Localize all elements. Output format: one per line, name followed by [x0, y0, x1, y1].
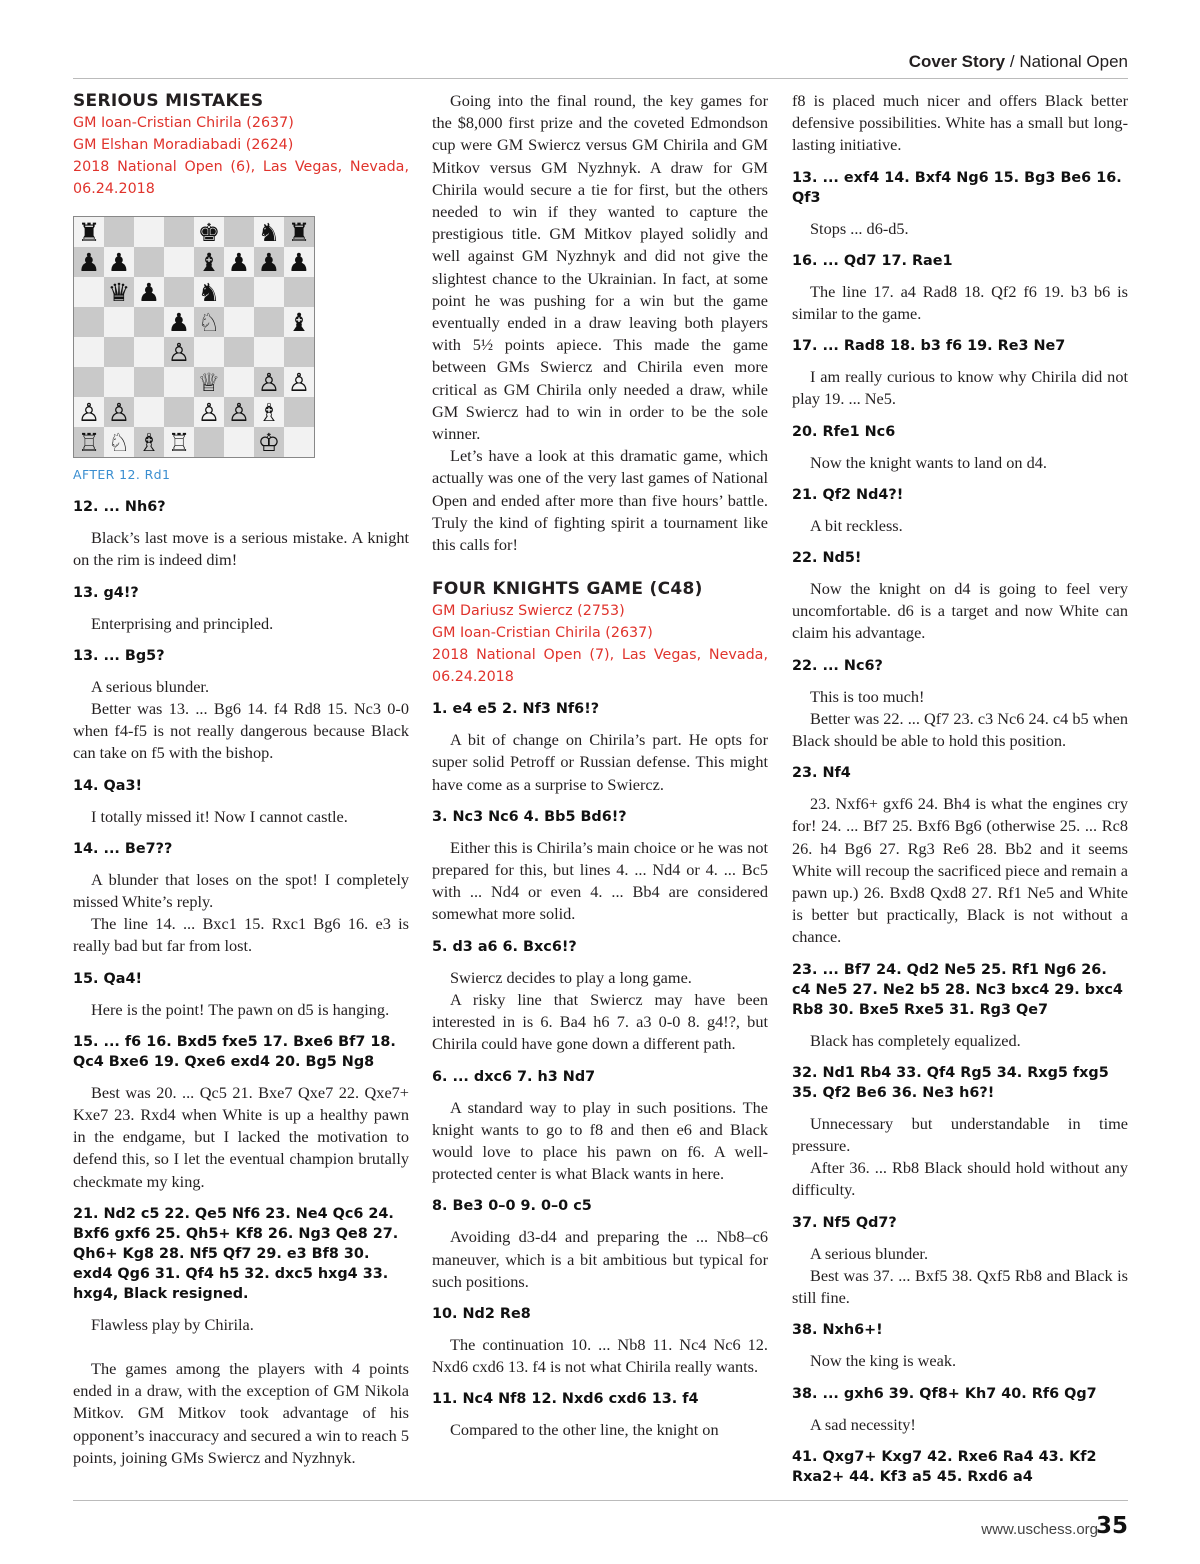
commentary-paragraph: A bit reckless. [810, 515, 903, 535]
diagram-caption: AFTER 12. Rd1 [73, 467, 171, 482]
board-square: ♙ [194, 397, 224, 427]
move-line: 23. ... Bf7 24. Qd2 Ne5 25. Rf1 Ng6 26. c4 Ne5 27. Ne2 b5 28. Nc3 bxc4 29. bxc4 Rb8 30. Bxe5 Rxe5 31. Rg3 Qe7 [792, 961, 1123, 1018]
move-line: 5. d3 a6 6. Bxc6!? [432, 938, 577, 955]
commentary-paragraph: The line 17. a4 Rad8 18. Qf2 f6 19. b3 b6 is similar to the game. [792, 281, 1128, 324]
board-square: ♞ [254, 217, 284, 247]
board-square: ♙ [224, 397, 254, 427]
header-section: Cover Story [908, 52, 1006, 71]
header-sub: National Open [1019, 52, 1128, 71]
commentary-paragraph: A serious blunder. [810, 1243, 929, 1263]
spacer [432, 556, 768, 578]
commentary-paragraph: Best was 37. ... Bxf5 38. Qxf5 Rb8 and Black is still fine. [792, 1265, 1128, 1308]
move-line: 6. ... dxc6 7. h3 Nd7 [432, 1068, 596, 1085]
commentary-paragraph: A bit of change on Chirila’s part. He opts for super solid Petroff or Russian defense. This might have come as a surprise to Swiercz. [432, 730, 768, 794]
board-square [164, 397, 194, 427]
commentary-paragraph: Let’s have a look at this dramatic game, which actually was one of the very last games of National Open and ended after more than five hours’ battle. Truly the kind of fighting spirit a tournament like this calls for! [432, 446, 768, 555]
commentary-paragraph: Now the knight on d4 is going to feel very uncomfortable. d6 is a target and now White can claim his advantage. [792, 579, 1128, 643]
move-line: 3. Nc3 Nc6 4. Bb5 Bd6!? [432, 808, 627, 825]
move-line: 14. ... Be7?? [73, 840, 173, 857]
board-square: ♕ [194, 367, 224, 397]
move-line: 23. Nf4 [792, 765, 851, 782]
board-square [74, 367, 104, 397]
commentary-paragraph: I totally missed it! Now I cannot castle. [91, 806, 348, 826]
board-square [224, 337, 254, 367]
move-line: 8. Be3 0–0 9. 0–0 c5 [432, 1198, 592, 1215]
board-square [164, 247, 194, 277]
commentary-paragraph: Either this is Chirila’s main choice or he was not prepared for this, but lines 4. ... Nd4 or 4. ... Bc5 with ... Nd4 or even 4. ... Bb4 are considered somewhat more solid. [432, 837, 768, 924]
board-square [104, 337, 134, 367]
commentary-paragraph: Black’s last move is a serious mistake. A knight on the rim is indeed dim! [73, 528, 409, 570]
move-line: 13. ... exf4 14. Bxf4 Ng6 15. Bg3 Be6 16. Qf3 [792, 169, 1122, 206]
board-square: ♟ [164, 307, 194, 337]
article-block [432, 90, 768, 578]
commentary-paragraph: Going into the final round, the key games for the $8,000 first prize and the coveted Edmondson cup were GM Swiercz versus GM Chirila and GM Mitkov versus GM Nyzhnyk. A draw for GM Chirila would secure a tie for first, but the others needed to win if they wanted to capture the prestigious title. GM Mitkov played solidly and well against GM Nyzhnyk and did not give the slightest chance to the Ukrainian. In fact, at some point he was pushing for a win but the game eventually ended in a draw leaving both players with 5½ points apiece. This made the game between GMs Swiercz and Chirila even more critical as GM Chirila only needed a draw, while GM Swiercz had to win in order to be the sole winner. [432, 91, 768, 444]
commentary-paragraph: Compared to the other line, the knight on [450, 1420, 719, 1440]
board-square [74, 337, 104, 367]
board-square [284, 277, 314, 307]
spacer [73, 1336, 409, 1358]
website-url: www.uschess.org [981, 1521, 1098, 1538]
board-square [134, 247, 164, 277]
board-square: ♝ [284, 307, 314, 337]
board-square [104, 307, 134, 337]
board-square [134, 397, 164, 427]
commentary-paragraph: Avoiding d3-d4 and preparing the ... Nb8–c6 maneuver, which is a bit ambitious but typical for such positions. [432, 1227, 768, 1291]
commentary-paragraph: Here is the point! The pawn on d5 is hanging. [91, 999, 390, 1019]
board-square [164, 277, 194, 307]
board-square: ♜ [74, 217, 104, 247]
move-line: 21. Nd2 c5 22. Qe5 Nf6 23. Ne4 Qc6 24. Bxf6 gxf6 25. Qh5+ Kf8 26. Ng3 Qe8 27. Qh6+ Kg8 28. Nf5 Qf7 29. e3 Bf8 30. exd4 Qg6 31. Qf4 h5 32. dxc5 hxg4 33. hxg4, Black resigned. [73, 1205, 399, 1302]
board-square [164, 367, 194, 397]
board-square [284, 337, 314, 367]
annotation-block [432, 699, 768, 1441]
commentary-paragraph: Enterprising and principled. [91, 613, 274, 633]
commentary-paragraph: The line 14. ... Bxc1 15. Rxc1 Bg6 16. e3 is really bad but far from lost. [73, 914, 409, 956]
commentary-paragraph: f8 is placed much nicer and offers Black better defensive possibilities. White has a small but long-lasting initiative. [792, 91, 1128, 155]
board-square [104, 217, 134, 247]
board-square: ♗ [134, 427, 164, 457]
board-square: ♟ [134, 277, 164, 307]
board-square [254, 307, 284, 337]
game-title: FOUR KNIGHTS GAME (C48) [432, 579, 703, 600]
board-square [254, 277, 284, 307]
move-line: 21. Qf2 Nd4?! [792, 486, 904, 503]
board-square: ♟ [224, 247, 254, 277]
board-square [74, 307, 104, 337]
commentary-paragraph: A sad necessity! [810, 1414, 916, 1434]
column-3 [792, 90, 1128, 1497]
commentary-paragraph: After 36. ... Rb8 Black should hold without any difficulty. [792, 1158, 1128, 1200]
board-square: ♟ [254, 247, 284, 277]
commentary-paragraph: A standard way to play in such positions. The knight wants to go to f8 and then e6 and Black would love to place his pawn on f6. A well-protected center is what Black wants in here. [432, 1097, 768, 1184]
move-line: 22. ... Nc6? [792, 657, 883, 674]
header-sep: / [1005, 52, 1020, 71]
board-square: ♞ [194, 277, 224, 307]
board-square: ♘ [194, 307, 224, 337]
board-square: ♖ [164, 427, 194, 457]
commentary-paragraph: A risky line that Swiercz may have been interested in is 6. Ba4 h6 7. a3 0-0 8. g4!?, but Chirila could have gone down a different path. [432, 989, 768, 1054]
board-square: ♟ [104, 247, 134, 277]
move-line: 14. Qa3! [73, 777, 143, 794]
move-line: 16. ... Qd7 17. Rae1 [792, 252, 953, 269]
board-square: ♔ [254, 427, 284, 457]
commentary-paragraph: Now the knight wants to land on d4. [810, 452, 1047, 472]
commentary-paragraph: Flawless play by Chirila. [91, 1314, 254, 1334]
event-info: 2018 National Open (6), Las Vegas, Nevada, 06.24.2018 [73, 159, 409, 197]
move-line: 13. ... Bg5? [73, 647, 165, 664]
move-line: 37. Nf5 Qd7? [792, 1214, 897, 1231]
commentary-paragraph: Unnecessary but understandable in time pressure. [792, 1113, 1128, 1156]
commentary-paragraph: Better was 22. ... Qf7 23. c3 Nc6 24. c4 b5 when Black should be able to hold this position. [792, 708, 1128, 751]
board-square: ♙ [164, 337, 194, 367]
board-square [104, 367, 134, 397]
move-line: 15. Qa4! [73, 970, 143, 987]
move-line: 17. ... Rad8 18. b3 f6 19. Re3 Ne7 [792, 338, 1066, 355]
commentary-paragraph: Black has completely equalized. [810, 1030, 1021, 1050]
commentary-paragraph: Best was 20. ... Qc5 21. Bxe7 Qxe7 22. Qxe7+ Kxe7 23. Rxd4 when White is up a healthy pawn in the endgame, but I lacked the motivation to defend this, so I let the eventual champion brutally checkmate my king. [73, 1082, 409, 1191]
board-square [164, 217, 194, 247]
move-line: 32. Nd1 Rb4 33. Qf4 Rg5 34. Rxg5 fxg5 35. Qf2 Be6 36. Ne3 h6?! [792, 1064, 1109, 1101]
board-square [134, 217, 164, 247]
board-square [134, 307, 164, 337]
game-title: SERIOUS MISTAKES [73, 91, 264, 111]
commentary-paragraph: I am really curious to know why Chirila did not play 19. ... Ne5. [792, 367, 1128, 409]
commentary-paragraph: Stops ... d6-d5. [810, 218, 909, 238]
board-square: ♙ [74, 397, 104, 427]
white-player: GM Ioan-Cristian Chirila (2637) [73, 115, 294, 131]
commentary-paragraph: Better was 13. ... Bg6 14. f4 Rd8 15. Nc3 0-0 when f4-f5 is not really dangerous because Black can take on f5 with the bishop. [73, 699, 409, 763]
footer-rule [73, 1500, 1128, 1501]
annotation-block [792, 90, 1128, 1487]
move-line: 41. Qxg7+ Kxg7 42. Rxe6 Ra4 43. Kf2 Rxa2+ 44. Kf3 a5 45. Rxd6 a4 [792, 1448, 1097, 1485]
board-square [194, 427, 224, 457]
commentary-paragraph: This is too much! [810, 686, 925, 706]
board-square: ♝ [194, 247, 224, 277]
black-player: GM Ioan-Cristian Chirila (2637) [432, 625, 653, 642]
column-1 [73, 90, 409, 1469]
board-square: ♘ [104, 427, 134, 457]
move-line: 20. Rfe1 Nc6 [792, 423, 896, 440]
board-square [284, 397, 314, 427]
board-square [194, 337, 224, 367]
commentary-paragraph: Now the king is weak. [810, 1351, 957, 1371]
board-square: ♛ [104, 277, 134, 307]
commentary-paragraph: The continuation 10. ... Nb8 11. Nc4 Nc6 12. Nxd6 cxd6 13. f4 is not what Chirila really wants. [432, 1334, 768, 1377]
board-square: ♟ [74, 247, 104, 277]
move-line: 1. e4 e5 2. Nf3 Nf6!? [432, 701, 600, 718]
move-line: 38. Nxh6+! [792, 1322, 883, 1339]
event-info: 2018 National Open (7), Las Vegas, Nevada, 06.24.2018 [432, 647, 768, 686]
column-2 [432, 90, 768, 1442]
board-square [254, 337, 284, 367]
white-player: GM Dariusz Swiercz (2753) [432, 603, 625, 620]
board-square [224, 277, 254, 307]
page-number: 35 [1095, 1513, 1128, 1539]
board-square [284, 427, 314, 457]
board-square [224, 367, 254, 397]
black-player: GM Elshan Moradiabadi (2624) [73, 137, 294, 153]
annotation-block [73, 497, 409, 1469]
commentary-paragraph: Swiercz decides to play a long game. [450, 967, 692, 987]
board-square: ♙ [104, 397, 134, 427]
board-square: ♙ [254, 367, 284, 397]
board-square: ♟ [284, 247, 314, 277]
move-line: 12. ... Nh6? [73, 499, 166, 516]
board-square: ♜ [284, 217, 314, 247]
board-square: ♙ [284, 367, 314, 397]
board-square: ♖ [74, 427, 104, 457]
move-line: 10. Nd2 Re8 [432, 1305, 531, 1322]
board-square [134, 337, 164, 367]
running-header [73, 52, 1128, 79]
board-square [224, 427, 254, 457]
move-line: 15. ... f6 16. Bxd5 fxe5 17. Bxe6 Bf7 18. Qc4 Bxe6 19. Qxe6 exd4 20. Bg5 Ng8 [73, 1033, 396, 1070]
commentary-paragraph: A serious blunder. [91, 676, 210, 696]
move-line: 11. Nc4 Nf8 12. Nxd6 cxd6 13. f4 [432, 1391, 699, 1408]
board-square [224, 307, 254, 337]
commentary-paragraph: The games among the players with 4 points ended in a draw, with the exception of GM Nikola Mitkov. GM Mitkov took advantage of his opponent’s inaccuracy and secured a win to reach 5 points, joining GMs Swiercz and Nyzhnyk. [73, 1359, 409, 1467]
board-square: ♗ [254, 397, 284, 427]
board-square [134, 367, 164, 397]
commentary-paragraph: A blunder that loses on the spot! I completely missed White’s reply. [73, 869, 409, 912]
board-square [224, 217, 254, 247]
board-square [74, 277, 104, 307]
chess-diagram [73, 216, 315, 458]
move-line: 22. Nd5! [792, 550, 862, 567]
move-line: 38. ... gxh6 39. Qf8+ Kh7 40. Rf6 Qg7 [792, 1385, 1097, 1402]
commentary-paragraph: 23. Nxf6+ gxf6 24. Bh4 is what the engines cry for! 24. ... Bf7 25. Bxf6 Bg6 (otherwise 25. ... Rc8 26. h4 Bg6 27. Rg3 Re6 28. Bb2 and it seems White will recoup the sacrificed piece and remain a pawn up.) 26. Bxd8 Qxd8 27. Rf1 Ne5 and White is better but practically, Black is not without a chance. [792, 794, 1128, 947]
board-square: ♚ [194, 217, 224, 247]
move-line: 13. g4!? [73, 584, 139, 601]
